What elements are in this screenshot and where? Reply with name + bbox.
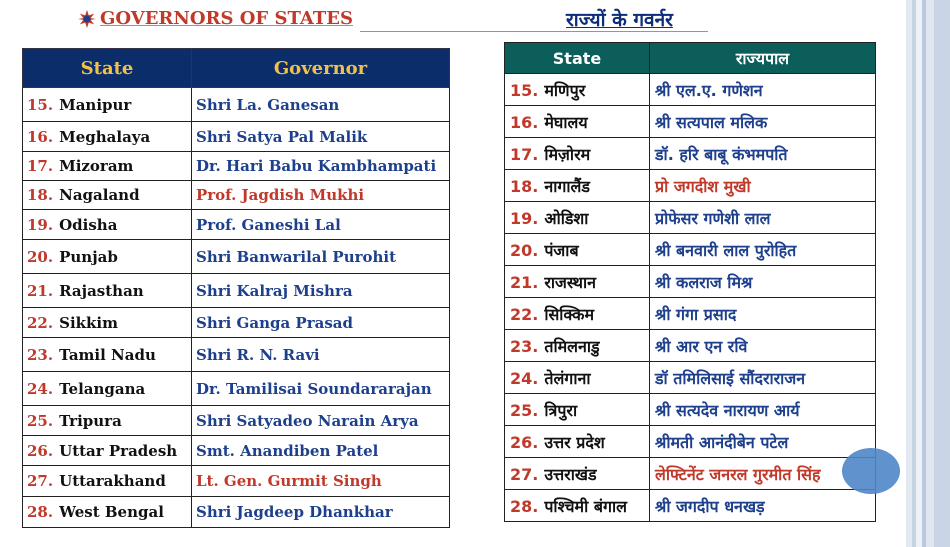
row-number: 28. [27, 503, 54, 521]
row-number: 20. [510, 240, 539, 260]
row-number: 22. [27, 313, 54, 332]
state-cell [505, 330, 650, 362]
hindi-governors-table [504, 42, 876, 522]
row-number: 18. [510, 176, 539, 196]
hindi-title: राज्यों के गवर्नर [566, 9, 673, 31]
table-row [23, 181, 450, 210]
state-name: राजस्थान [544, 272, 597, 292]
governor-name: प्रो जगदीश मुखी [650, 170, 876, 202]
state-cell [23, 406, 192, 436]
table-row [23, 308, 450, 338]
table-row [23, 466, 450, 497]
table-row [505, 170, 876, 202]
english-governors-table [22, 48, 450, 528]
governor-name: श्री सत्यपाल मलिक [650, 106, 876, 138]
governor-name: डॉ तमिलिसाई सौंदराराजन [650, 362, 876, 394]
state-cell [505, 74, 650, 106]
state-cell [23, 338, 192, 372]
table-row [23, 497, 450, 528]
state-cell [505, 202, 650, 234]
english-title-text: GOVERNORS OF STATES [100, 8, 353, 29]
table-row [505, 362, 876, 394]
state-cell [23, 240, 192, 274]
governor-name: Dr. Hari Babu Kambhampati [192, 152, 450, 181]
table-row [505, 74, 876, 106]
header-state: State [23, 49, 192, 88]
table-row [23, 88, 450, 122]
state-name: Uttar Pradesh [59, 441, 178, 460]
state-cell [505, 138, 650, 170]
state-name: West Bengal [59, 503, 164, 521]
state-cell [505, 106, 650, 138]
governor-name: श्री बनवारी लाल पुरोहित [650, 234, 876, 266]
state-name: Tamil Nadu [59, 345, 156, 364]
state-cell [23, 308, 192, 338]
governor-name: श्रीमती आनंदीबेन पटेल [650, 426, 876, 458]
state-name: उत्तर प्रदेश [544, 432, 605, 452]
header-state-hi: State [505, 43, 650, 74]
row-number: 17. [510, 144, 539, 164]
table-row [505, 138, 876, 170]
row-number: 24. [27, 379, 54, 398]
state-name: तमिलनाडु [544, 336, 600, 356]
governor-name: लेफ्टिनेंट जनरल गुरमीत सिंह [650, 458, 876, 490]
row-number: 21. [510, 272, 539, 292]
row-number: 23. [510, 336, 539, 356]
row-number: 19. [27, 215, 54, 234]
row-number: 18. [27, 186, 54, 204]
state-name: Tripura [59, 411, 122, 430]
row-number: 23. [27, 345, 54, 364]
state-cell [505, 458, 650, 490]
governor-name: Lt. Gen. Gurmit Singh [192, 466, 450, 497]
state-cell [23, 122, 192, 152]
row-number: 26. [27, 441, 54, 460]
state-name: Meghalaya [59, 127, 151, 146]
row-number: 25. [510, 400, 539, 420]
state-name: Rajasthan [59, 281, 144, 300]
state-name: तेलंगाना [544, 368, 591, 388]
governor-name: Shri Jagdeep Dhankhar [192, 497, 450, 528]
table-row [505, 266, 876, 298]
gear-icon [78, 10, 96, 28]
governor-name: श्री सत्यदेव नारायण आर्य [650, 394, 876, 426]
governor-name: Shri R. N. Ravi [192, 338, 450, 372]
row-number: 26. [510, 432, 539, 452]
state-name: त्रिपुरा [544, 400, 578, 420]
row-number: 22. [510, 304, 539, 324]
governor-name: श्री एल.ए. गणेशन [650, 74, 876, 106]
state-name: Uttarakhand [59, 472, 166, 490]
table-row [23, 338, 450, 372]
state-cell [23, 466, 192, 497]
row-number: 28. [510, 496, 539, 516]
state-cell [23, 436, 192, 466]
table-row [23, 210, 450, 240]
table-row [23, 372, 450, 406]
state-name: पश्चिमी बंगाल [544, 496, 627, 516]
state-cell [505, 490, 650, 522]
table-row [23, 436, 450, 466]
state-cell [505, 394, 650, 426]
governor-name: Prof. Jagdish Mukhi [192, 181, 450, 210]
governor-name: प्रोफेसर गणेशी लाल [650, 202, 876, 234]
state-name: Odisha [59, 215, 118, 234]
table-row [505, 106, 876, 138]
state-cell [505, 170, 650, 202]
state-name: उत्तराखंड [544, 464, 597, 484]
pointer-circle [842, 448, 900, 494]
row-number: 20. [27, 247, 54, 266]
state-cell [23, 152, 192, 181]
governor-name: श्री जगदीप धनखड़ [650, 490, 876, 522]
row-number: 19. [510, 208, 539, 228]
row-number: 17. [27, 157, 54, 175]
state-cell [23, 210, 192, 240]
row-number: 24. [510, 368, 539, 388]
governor-name: श्री कलराज मिश्र [650, 266, 876, 298]
table-row [23, 122, 450, 152]
state-cell [23, 274, 192, 308]
state-name: ओडिशा [544, 208, 589, 228]
state-name: मणिपुर [544, 80, 586, 100]
state-name: Nagaland [59, 186, 140, 204]
state-name: मिज़ोरम [544, 144, 591, 164]
table-row [23, 152, 450, 181]
table-row [505, 234, 876, 266]
state-cell [23, 497, 192, 528]
header-governor-hi: राज्यपाल [650, 43, 876, 74]
governor-name: Prof. Ganeshi Lal [192, 210, 450, 240]
table-row [505, 490, 876, 522]
governor-name: Shri Banwarilal Purohit [192, 240, 450, 274]
table-row [505, 426, 876, 458]
header-governor: Governor [192, 49, 450, 88]
row-number: 16. [27, 127, 54, 146]
state-name: Punjab [59, 247, 118, 266]
governor-name: Dr. Tamilisai Soundararajan [192, 372, 450, 406]
table-row [23, 406, 450, 436]
row-number: 25. [27, 411, 54, 430]
table-row [505, 202, 876, 234]
row-number: 27. [27, 472, 54, 490]
state-name: Mizoram [59, 157, 134, 175]
side-decoration [906, 0, 950, 547]
table-row [505, 298, 876, 330]
state-cell [505, 298, 650, 330]
state-cell [505, 234, 650, 266]
governor-name: Smt. Anandiben Patel [192, 436, 450, 466]
state-name: सिक्किम [544, 304, 595, 324]
table-row [23, 240, 450, 274]
english-title [78, 8, 353, 29]
row-number: 21. [27, 281, 54, 300]
table-row [505, 330, 876, 362]
governor-name: श्री गंगा प्रसाद [650, 298, 876, 330]
row-number: 15. [510, 80, 539, 100]
governor-name: Shri Ganga Prasad [192, 308, 450, 338]
state-name: Manipur [59, 95, 132, 114]
row-number: 16. [510, 112, 539, 132]
state-cell [23, 88, 192, 122]
table-row [23, 274, 450, 308]
governor-name: Shri Satya Pal Malik [192, 122, 450, 152]
state-cell [505, 362, 650, 394]
row-number: 27. [510, 464, 539, 484]
state-name: पंजाब [544, 240, 579, 260]
state-name: Telangana [59, 379, 146, 398]
governor-name: Shri La. Ganesan [192, 88, 450, 122]
governor-name: डॉ. हरि बाबू कंभमपति [650, 138, 876, 170]
state-cell [23, 372, 192, 406]
state-cell [505, 266, 650, 298]
governor-name: श्री आर एन रवि [650, 330, 876, 362]
state-name: नागालैंड [544, 176, 590, 196]
table-row [505, 394, 876, 426]
row-number: 15. [27, 95, 54, 114]
state-name: Sikkim [59, 313, 118, 332]
state-cell [23, 181, 192, 210]
governor-name: Shri Satyadeo Narain Arya [192, 406, 450, 436]
table-row [505, 458, 876, 490]
state-cell [505, 426, 650, 458]
governor-name: Shri Kalraj Mishra [192, 274, 450, 308]
state-name: मेघालय [544, 112, 588, 132]
